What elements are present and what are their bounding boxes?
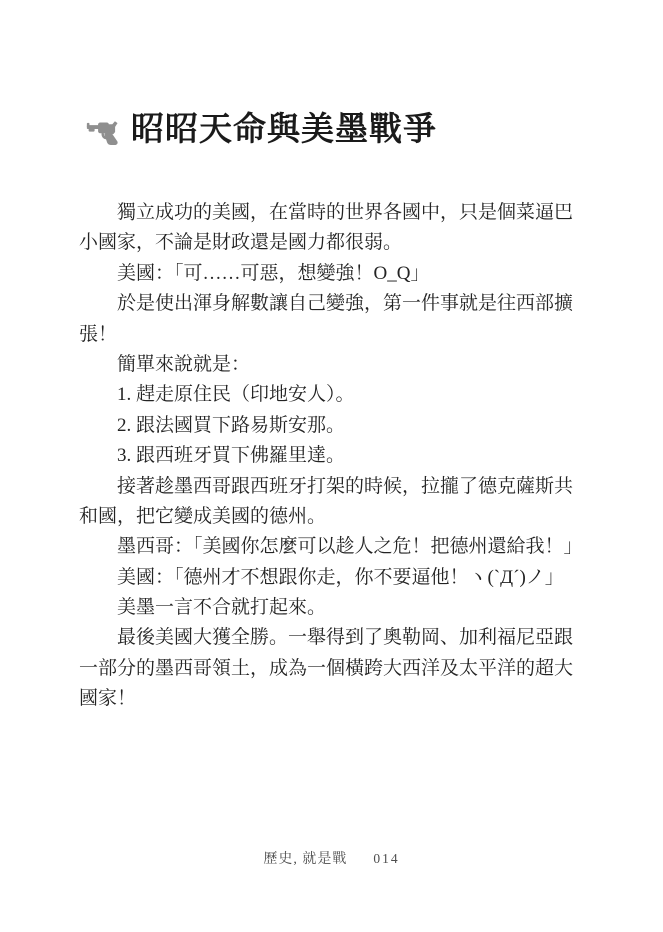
- body-line: 墨西哥：「美國你怎麼可以趁人之危！把德州還給我！」: [117, 536, 583, 558]
- body-line: 獨立成功的美國，在當時的世界各國中，只是個菜逼巴: [117, 202, 574, 223]
- body-line: 國家！: [79, 688, 137, 710]
- body-line: 2. 跟法國買下路易斯安那。: [117, 414, 346, 436]
- page-footer: [0, 848, 663, 868]
- body-line: 一部分的墨西哥領土，成為一個橫跨大西洋及太平洋的超大: [79, 657, 574, 679]
- body-line: 接著趁墨西哥跟西班牙打架的時候，拉攏了德克薩斯共: [117, 475, 574, 497]
- body-line: 和國，把它變成美國的德州。: [79, 505, 327, 527]
- body-line: 美國：「德州才不想跟你走，你不要逼他！ヽ(`Д´)ノ」: [117, 566, 564, 588]
- body-line: 簡單來說就是：: [117, 353, 251, 375]
- footer-book-title: 歷史, 就是戰: [263, 852, 348, 867]
- footer-page-number: 014: [373, 851, 400, 866]
- body-line: 小國家，不論是財政還是國力都很弱。: [79, 232, 403, 254]
- body-line: 3. 跟西班牙買下佛羅里達。: [117, 445, 346, 467]
- body-line: 張！: [79, 323, 118, 345]
- body-line: 美國：「可……可惡，想變強！O_Q」: [117, 262, 430, 284]
- chapter-title: 昭昭天命與美墨戰爭: [131, 112, 437, 148]
- body-line: 美墨一言不合就打起來。: [117, 597, 327, 619]
- body-line: 最後美國大獲全勝。一舉得到了奧勒岡、加利福尼亞跟: [117, 627, 574, 649]
- body-text: [79, 198, 591, 715]
- chapter-header: [86, 110, 437, 150]
- body-line: 1. 趕走原住民（印地安人）。: [117, 384, 355, 406]
- body-line: 於是使出渾身解數讓自己變強，第一件事就是往西部擴: [117, 293, 574, 315]
- revolver-icon: [86, 117, 124, 147]
